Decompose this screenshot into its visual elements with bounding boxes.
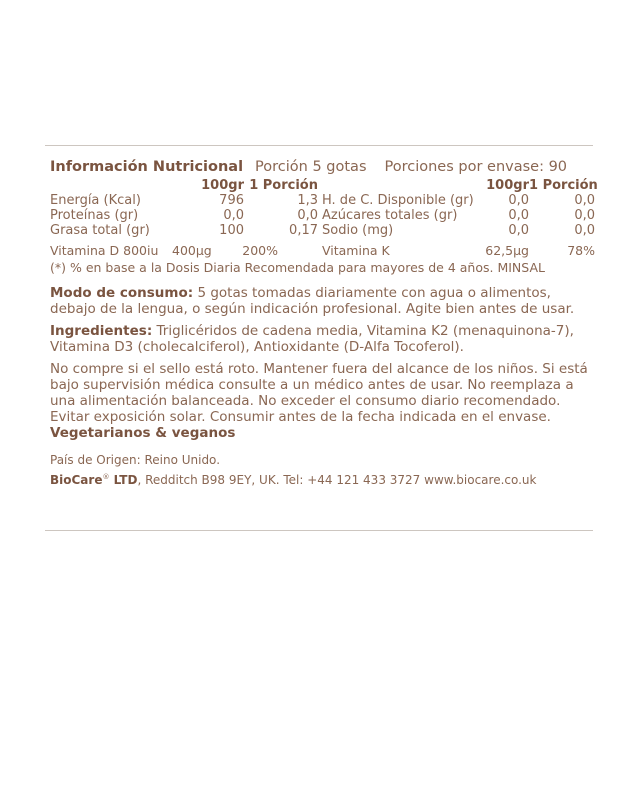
usage-label: Modo de consumo: — [50, 285, 194, 301]
label-panel — [50, 159, 598, 489]
company-name: BioCare — [50, 473, 103, 487]
nutrition-row — [322, 208, 595, 223]
nutrient-per-portion: 0,17 — [289, 223, 318, 238]
ingredients-label: Ingredientes: — [50, 323, 153, 339]
portion-size: Porción 5 gotas — [255, 159, 367, 175]
vitamin-d-row — [50, 243, 322, 258]
daily-value-footnote: (*) % en base a la Dosis Diaria Recomendada para mayores de 4 años. MINSAL — [50, 260, 545, 275]
registered-mark: ® — [102, 473, 110, 481]
nutrition-row — [322, 223, 595, 238]
nutrient-label: H. de C. Disponible (gr) — [322, 193, 474, 208]
nutrient-per100: 0,0 — [508, 193, 529, 208]
bottom-divider — [45, 530, 593, 531]
vegan-claim: Vegetarianos & veganos — [50, 425, 236, 441]
nutrition-header — [50, 160, 595, 175]
nutrient-per100: 0,0 — [223, 208, 244, 223]
nutrition-row — [50, 223, 322, 238]
vitamin-k-amount: 62,5µg — [485, 243, 529, 258]
warnings-text: No compre si el sello está roto. Mantener fuera del alcance de los niños. Si está bajo supervisión médica consulte a un médico antes de usar. No reemplaza a una alimentación balanceada. No exceder el consumo diario recomendado. Evitar exposición solar. Consumir antes de la fecha indicada en el envase. — [50, 361, 588, 425]
vitamin-d-label: Vitamina D 800iu — [50, 243, 159, 258]
manufacturer-info — [50, 469, 595, 489]
nutrient-per-portion: 0,0 — [574, 223, 595, 238]
nutrition-row — [322, 193, 595, 208]
ingredients-section — [50, 323, 595, 355]
nutrient-per100: 796 — [219, 193, 244, 208]
nutrient-per100: 0,0 — [508, 208, 529, 223]
vitamin-d-amount: 400µg — [172, 243, 212, 258]
nutrition-title: Información Nutricional — [50, 159, 244, 175]
nutrient-label: Grasa total (gr) — [50, 223, 150, 238]
column-headers-right — [322, 178, 598, 193]
col-portion-header: 1 Porción — [249, 178, 318, 193]
column-headers-left — [50, 178, 322, 193]
vitamin-k-percent: 78% — [567, 243, 595, 258]
company-suffix: LTD — [109, 473, 138, 487]
nutrition-left-column — [50, 178, 322, 258]
usage-instructions — [50, 285, 595, 317]
nutrient-per-portion: 1,3 — [297, 193, 318, 208]
col-portion-header: 1 Porción — [529, 178, 598, 193]
nutrition-table — [50, 178, 598, 258]
country-of-origin: País de Origen: Reino Unido. — [50, 453, 221, 467]
vitamin-d-percent: 200% — [242, 243, 278, 258]
nutrient-per-portion: 0,0 — [574, 208, 595, 223]
col-100g-header: 100gr — [201, 178, 244, 193]
nutrient-per-portion: 0,0 — [297, 208, 318, 223]
servings-per-container: Porciones por envase: 90 — [384, 159, 568, 175]
vitamin-k-row — [322, 243, 595, 258]
ingredients-text: Triglicéridos de cadena media, Vitamina K2 (menaquinona-7), Vitamina D3 (cholecalciferol), Antioxidante (D-Alfa Tocoferol). — [50, 323, 574, 355]
col-100g-header: 100gr — [486, 178, 529, 193]
nutrient-label: Sodio (mg) — [322, 223, 394, 238]
nutrient-label: Energía (Kcal) — [50, 193, 141, 208]
top-divider — [45, 145, 593, 146]
nutrient-label: Proteínas (gr) — [50, 208, 139, 223]
company-address: , Redditch B98 9EY, UK. Tel: +44 121 433 3727 www.biocare.co.uk — [137, 473, 537, 487]
nutrition-right-column — [322, 178, 598, 258]
vitamin-k-label: Vitamina K — [322, 243, 390, 258]
usage-text: 5 gotas tomadas diariamente con agua o alimentos, debajo de la lengua, o según indicación profesional. Agite bien antes de usar. — [50, 285, 575, 317]
nutrient-per100: 100 — [219, 223, 244, 238]
nutrient-label: Azúcares totales (gr) — [322, 208, 458, 223]
nutrient-per-portion: 0,0 — [574, 193, 595, 208]
nutrition-row — [50, 208, 322, 223]
nutrition-row — [50, 193, 322, 208]
nutrient-per100: 0,0 — [508, 223, 529, 238]
